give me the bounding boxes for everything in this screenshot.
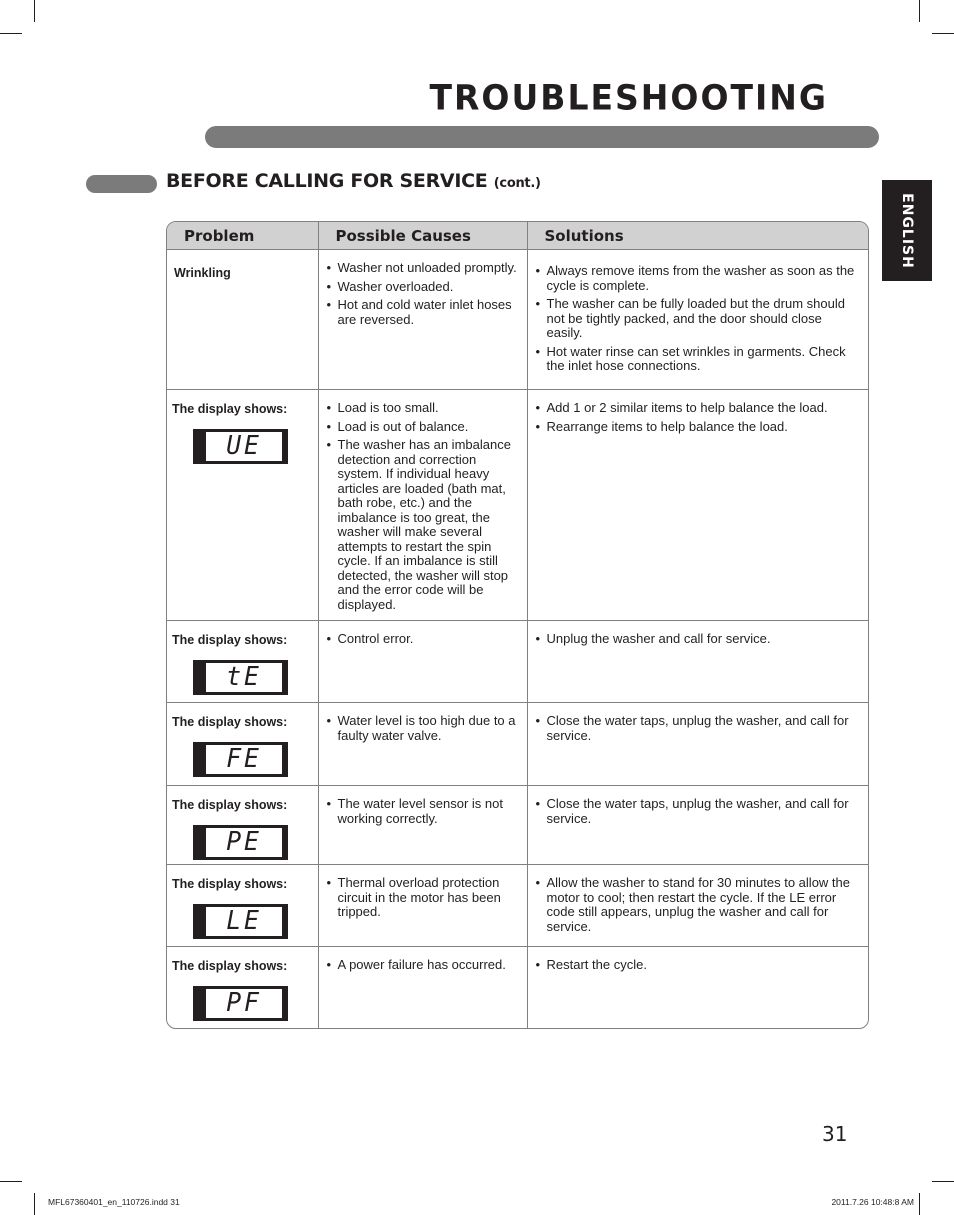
language-tab-label: ENGLISH xyxy=(899,192,915,269)
crop-mark xyxy=(919,1193,920,1215)
causes-cell xyxy=(318,947,527,1030)
error-code-display xyxy=(193,825,288,860)
solutions-list xyxy=(536,958,859,973)
solutions-cell xyxy=(527,621,868,703)
causes-cell xyxy=(318,621,527,703)
troubleshooting-table xyxy=(166,221,869,1029)
page-number: 31 xyxy=(822,1122,848,1146)
causes-cell xyxy=(318,250,527,390)
error-code: UE xyxy=(206,432,282,461)
causes-list xyxy=(327,876,521,920)
error-code-display xyxy=(193,986,288,1021)
error-code-display xyxy=(193,904,288,939)
causes-list xyxy=(327,632,521,647)
solution-item: • Restart the cycle. xyxy=(536,958,859,973)
solution-item: • Unplug the washer and call for service. xyxy=(536,632,859,647)
crop-mark xyxy=(919,0,920,22)
solutions-list xyxy=(536,876,859,934)
solutions-cell xyxy=(527,390,868,621)
solutions-list xyxy=(536,632,859,647)
cause-item: • The water level sensor is not working correctly. xyxy=(327,797,521,826)
title-bar xyxy=(205,126,879,148)
cause-item: • Washer overloaded. xyxy=(327,280,521,295)
cause-item: • Hot and cold water inlet hoses are reversed. xyxy=(327,298,521,327)
table-header-row xyxy=(167,222,868,250)
error-code: LE xyxy=(206,907,282,936)
problem-cell xyxy=(167,621,318,703)
problem-label: The display shows: xyxy=(172,959,288,973)
solutions-cell xyxy=(527,786,868,865)
error-code: tE xyxy=(206,663,282,692)
solution-item: • Hot water rinse can set wrinkles in garments. Check the inlet hose connections. xyxy=(536,345,859,374)
solutions-cell xyxy=(527,703,868,786)
solutions-list xyxy=(536,797,859,826)
footer-file-info: MFL67360401_en_110726.indd 31 xyxy=(48,1197,180,1207)
footer-timestamp: 2011.7.26 10:48:8 AM xyxy=(831,1197,914,1207)
table-row xyxy=(167,390,868,621)
solutions-list xyxy=(536,714,859,743)
solutions-cell xyxy=(527,250,868,390)
causes-cell xyxy=(318,390,527,621)
crop-mark xyxy=(0,33,22,34)
problem-cell xyxy=(167,703,318,786)
table-body xyxy=(167,250,868,1030)
solutions-list xyxy=(536,264,859,374)
causes-cell xyxy=(318,703,527,786)
header-problem: Problem xyxy=(167,222,318,250)
causes-list xyxy=(327,958,521,973)
cause-item: • Thermal overload protection circuit in the motor has been tripped. xyxy=(327,876,521,920)
solutions-list xyxy=(536,401,859,434)
cause-item: • Load is out of balance. xyxy=(327,420,521,435)
causes-cell xyxy=(318,786,527,865)
table-row xyxy=(167,865,868,947)
crop-mark xyxy=(34,0,35,22)
crop-mark xyxy=(932,33,954,34)
crop-mark xyxy=(0,1181,22,1182)
solution-item: • The washer can be fully loaded but the drum should not be tightly packed, and the door should close easily. xyxy=(536,297,859,341)
error-code-display xyxy=(193,742,288,777)
problem-label: The display shows: xyxy=(172,633,288,647)
solutions-cell xyxy=(527,947,868,1030)
solution-item: • Always remove items from the washer as soon as the cycle is complete. xyxy=(536,264,859,293)
error-code: PE xyxy=(206,828,282,857)
crop-mark xyxy=(932,1181,954,1182)
problem-label: The display shows: xyxy=(172,715,288,729)
table-row xyxy=(167,250,868,390)
table-row xyxy=(167,786,868,865)
solution-item: • Close the water taps, unplug the washer, and call for service. xyxy=(536,797,859,826)
section-pill xyxy=(86,175,157,193)
page-title: TROUBLESHOOTING xyxy=(429,77,828,118)
problem-cell xyxy=(167,865,318,947)
table xyxy=(167,222,868,1029)
error-code: FE xyxy=(206,745,282,774)
crop-mark xyxy=(34,1193,35,1215)
problem-cell xyxy=(167,390,318,621)
causes-list xyxy=(327,261,521,327)
table-row xyxy=(167,621,868,703)
error-code: PF xyxy=(206,989,282,1018)
causes-list xyxy=(327,401,521,612)
problem-cell xyxy=(167,250,318,390)
problem-cell xyxy=(167,947,318,1030)
solutions-cell xyxy=(527,865,868,947)
causes-list xyxy=(327,797,521,826)
solution-item: • Rearrange items to help balance the load. xyxy=(536,420,859,435)
problem-label: Wrinkling xyxy=(174,266,231,280)
causes-list xyxy=(327,714,521,743)
error-code-display xyxy=(193,660,288,695)
language-tab xyxy=(882,180,932,281)
problem-label: The display shows: xyxy=(172,877,288,891)
header-causes: Possible Causes xyxy=(318,222,527,250)
cause-item: • Water level is too high due to a faulty water valve. xyxy=(327,714,521,743)
cause-item: • A power failure has occurred. xyxy=(327,958,521,973)
solution-item: • Add 1 or 2 similar items to help balance the load. xyxy=(536,401,859,416)
solution-item: • Allow the washer to stand for 30 minutes to allow the motor to cool; then restart the cycle. If the LE error code still appears, unplug the washer and call for service. xyxy=(536,876,859,934)
section-title-text: BEFORE CALLING FOR SERVICE xyxy=(166,170,488,192)
cause-item: • Load is too small. xyxy=(327,401,521,416)
table-row xyxy=(167,947,868,1030)
solution-item: • Close the water taps, unplug the washer, and call for service. xyxy=(536,714,859,743)
cause-item: • Control error. xyxy=(327,632,521,647)
problem-label: The display shows: xyxy=(172,402,288,416)
section-title xyxy=(166,170,541,192)
problem-cell xyxy=(167,786,318,865)
table-row xyxy=(167,703,868,786)
header-solutions: Solutions xyxy=(527,222,868,250)
cause-item: • The washer has an imbalance detection and correction system. If individual heavy articles are loaded (bath mat, bath robe, etc.) and the imbalance is too great, the washer will make several attempts to restart the spin cycle. If an imbalance is still detected, the washer will stop and the error code will be displayed. xyxy=(327,438,521,612)
problem-label: The display shows: xyxy=(172,798,288,812)
section-title-suffix: (cont.) xyxy=(493,176,541,191)
cause-item: • Washer not unloaded promptly. xyxy=(327,261,521,276)
causes-cell xyxy=(318,865,527,947)
error-code-display xyxy=(193,429,288,464)
